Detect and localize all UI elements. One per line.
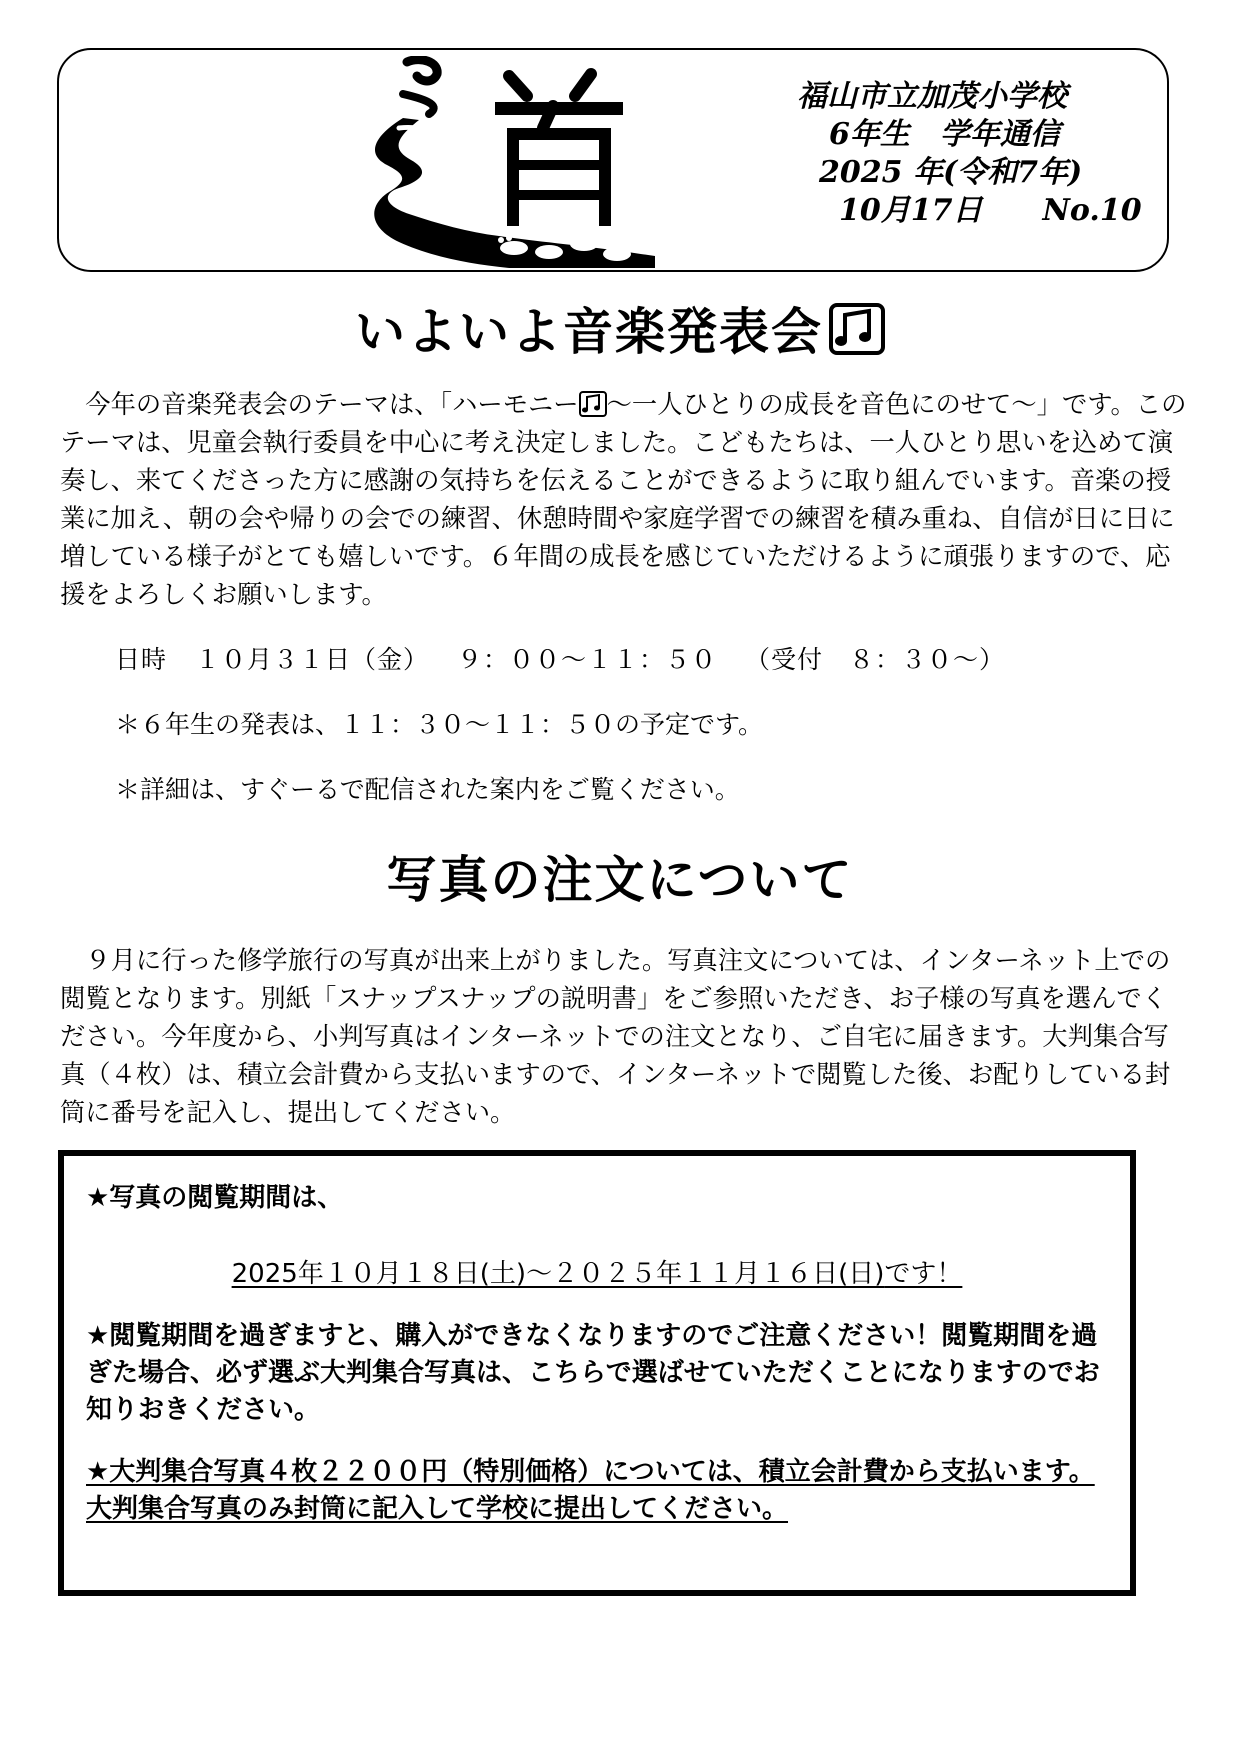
photo-notice-box <box>58 1150 1136 1596</box>
details-note: ＊詳細は、すぐーるで配信された案内をご覧ください。 <box>115 775 740 804</box>
music-paragraph <box>60 386 1190 614</box>
viewing-period <box>64 1256 1130 1293</box>
grade-newsletter: 6年生 学年通信 <box>829 117 1060 152</box>
photo-paragraph: ９月に行った修学旅行の写真が出来上がりました。写真注文については、インターネット上での閲覧となります。別紙「スナップスナップの説明書」をご参照いただき、お子様の写真を選んでください。今年度から、小判写真はインターネットでの注文となり、ご自宅に届きます。大判集合写真（４枚）は、積立会計費から支払いますので、インターネットで閲覧した後、お配りしている封筒に番号を記入し、提出してください。 <box>60 946 1171 1127</box>
issue-date: 10月17日 <box>839 193 983 228</box>
michi-logo-icon <box>359 56 659 268</box>
issue-date-line <box>719 192 1142 230</box>
header-info <box>719 78 1142 230</box>
music-paragraph-start: 今年の音楽発表会のテーマは、「ハーモニー <box>60 390 579 419</box>
reception-time: （受付 ８：３０～） <box>745 645 1006 674</box>
music-notes-inline-icon <box>579 391 607 417</box>
section-title-text: いよいよ音楽発表会 <box>355 303 823 361</box>
music-paragraph-rest: ～一人ひとりの成長を音色にのせて～」です。このテーマは、児童会執行委員を中心に考え決定しました。こどもたちは、一人ひとり思いを込めて演奏し、来てくださった方に感謝の気持ちを伝えることができるように取り組んでいます。音楽の授業に加え、朝の会や帰りの会での練習、休憩時間や家庭学習での練習を積み重ね、自信が日に日に増している様子がとても嬉しいです。６年間の成長を感じていただけるように頑張りますので、応援をよろしくお願いします。 <box>60 390 1187 609</box>
datetime-label: 日時 <box>115 645 168 674</box>
section-title-music <box>0 292 1240 364</box>
event-datetime <box>115 640 1005 676</box>
viewing-period-dates: 2025年１０月１８日(土)～２０２５年１１月１６日(日) <box>231 1259 885 1289</box>
grade6-performance-note: ＊６年生の発表は、１１：３０～１１：５０の予定です。 <box>115 710 764 739</box>
viewing-period-label: ★写真の閲覧期間は、 <box>86 1183 344 1213</box>
music-notes-icon <box>829 303 885 355</box>
viewing-period-suffix: です！ <box>884 1259 963 1289</box>
event-date: １０月３１日（金） <box>195 645 430 674</box>
issue-year: 2025 年(令和7年) <box>819 155 1083 190</box>
section-title-photo: 写真の注文について <box>386 851 854 909</box>
newsletter-header <box>57 48 1169 272</box>
deadline-warning: ★閲覧期間を過ぎますと、購入ができなくなりますのでご注意ください！閲覧期間を過ぎた場合、必ず選ぶ大判集合写真は、こちらで選ばせていただくことになりますのでお知りおきください。 <box>86 1321 1100 1425</box>
issue-number: No.10 <box>1042 193 1142 228</box>
event-time: ９：００～１１：５０ <box>457 645 718 674</box>
school-name: 福山市立加茂小学校 <box>797 79 1067 114</box>
group-photo-payment-note: ★大判集合写真４枚２２００円（特別価格）については、積立会計費から支払います。大判集合写真のみ封筒に記入して学校に提出してください。 <box>86 1457 1095 1524</box>
